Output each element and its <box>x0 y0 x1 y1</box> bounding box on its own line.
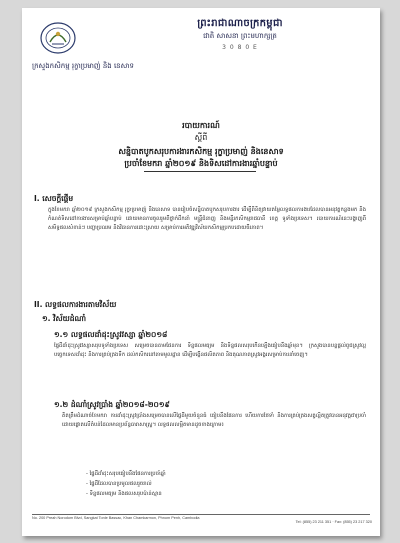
section-heading-results: II. លទ្ធផលការងារតាមវិស័យ <box>34 300 117 309</box>
ornament-divider: 3 0 8 0 E <box>222 44 258 51</box>
ministry-name: ក្រសួងកសិកម្ម រុក្ខាប្រមាញ់ និង នេសាទ <box>32 62 134 70</box>
subsection-heading-crops: ១. វិស័យដំណាំ <box>42 314 87 323</box>
list-item: - ទិន្នផលមធ្យម និងផលសរុបប៉ាន់ស្មាន <box>86 491 162 497</box>
report-period: ប្រចាំខែមករា ឆ្នាំ២០១៩ និងទិសដៅការងារឆ្នាំបន្ទាប់ <box>124 159 278 168</box>
report-subject: សន្និបាតបូកសរុបការងារកសិកម្ម រុក្ខាប្រមាញ់ និងនេសាទ <box>118 147 284 156</box>
item-paragraph-1-1: ផ្ទៃដីដាំដុះស្រូវវស្សាសរុបទូទាំងប្រទេស សម្រេចបានតាមផែនការ ទិន្នផលមធ្យម និងទិន្នផលសរុបកើនឡើងធៀបនឹងឆ្នាំមុន។ ក្រសួងបានបន្តផ្តល់ពូជស្រូវល្អ បច្ចេកទេសដាំដុះ និងការគ្រប់គ្រងទឹក ដល់កសិករនៅតាមមូលដ្ឋាន ដើម្បីបង្កើនផលិតភាព និងគុណភាពស្រូវអង្ករសម្រាប់ការនាំចេញ។ <box>54 343 366 359</box>
list-item: - ផ្ទៃដីដាំដុះសរុបធៀបនឹងផែនការប្រចាំឆ្នាំ <box>86 471 166 477</box>
footer-divider <box>32 514 370 515</box>
item-paragraph-1-2: គិតត្រឹមដំណាច់ខែមករា ការដាំដុះស្រូវប្រាំងសម្រេចបានលើផ្ទៃដីមួយចំនួនធំ ធៀបនឹងផែនការ ហើយការថែទាំ និងការគ្រប់គ្រងសត្វល្អិតត្រូវបានអនុវត្តជាប្រចាំ ដោយផ្តោតលើតំបន់ដែលមានប្រព័ន្ធធារាសាស្ត្រ។ លទ្ធផលលម្អិតមានដូចខាងក្រោម៖ <box>62 413 366 429</box>
intro-paragraph: ក្នុងខែមករា ឆ្នាំ២០១៩ ក្រសួងកសិកម្ម រុក្ខាប្រមាញ់ និងនេសាទ បានរៀបចំសន្និបាតបូកសរុបការងារ ដើម្បីពិនិត្យវាយតម្លៃលទ្ធផលការងារដែលបានអនុវត្តកន្លងមក និងកំណត់ទិសដៅការងារសម្រាប់ឆ្នាំបន្ទាប់ ដោយមានការចូលរួមពីថ្នាក់ដឹកនាំ មន្ត្រីជំនាញ និងមន្ទីរកសិកម្មរាជធានី ខេត្ត ទូទាំងប្រទេស។ របាយការណ៍នេះបង្ហាញពីសមិទ្ធផលសំខាន់ៗ បញ្ហាប្រឈម និងវិធានការដោះស្រាយ សម្រាប់ការអភិវឌ្ឍវិស័យកសិកម្មប្រកបដោយចីរភាព។ <box>48 207 366 232</box>
national-motto: ជាតិ សាសនា ព្រះមហាក្សត្រ <box>203 32 277 40</box>
footer-address: No. 200 Preah Norodom Blvd, Sangkat Tonle Bassac, Khan Chamkarmon, Phnom Penh, Cambodia <box>32 516 200 520</box>
kingdom-heading: ព្រះរាជាណាចក្រកម្ពុជា <box>197 18 283 29</box>
report-about: ស្តីពី <box>194 133 208 142</box>
ministry-emblem-icon <box>38 20 78 56</box>
list-item: - ផ្ទៃដីដែលបានប្រមូលផលរួចរាល់ <box>86 481 152 487</box>
item-heading-1-1: ១.១ លទ្ធផលដាំដុះស្រូវវស្សា ឆ្នាំ២០១៨ <box>54 330 168 339</box>
footer-contact: Tel: (855) 23 211 351 · Fax: (855) 23 217 320 <box>295 520 372 524</box>
section-heading-intro: I. សេចក្តីផ្តើម <box>34 194 74 203</box>
results-bullet-list <box>86 469 356 499</box>
item-heading-1-2: ១.២ ដំណាំស្រូវប្រាំង ឆ្នាំ២០១៨-២០១៩ <box>54 400 170 409</box>
title-underline <box>144 171 256 172</box>
document-page <box>22 8 380 536</box>
report-title: របាយការណ៍ <box>182 121 220 130</box>
